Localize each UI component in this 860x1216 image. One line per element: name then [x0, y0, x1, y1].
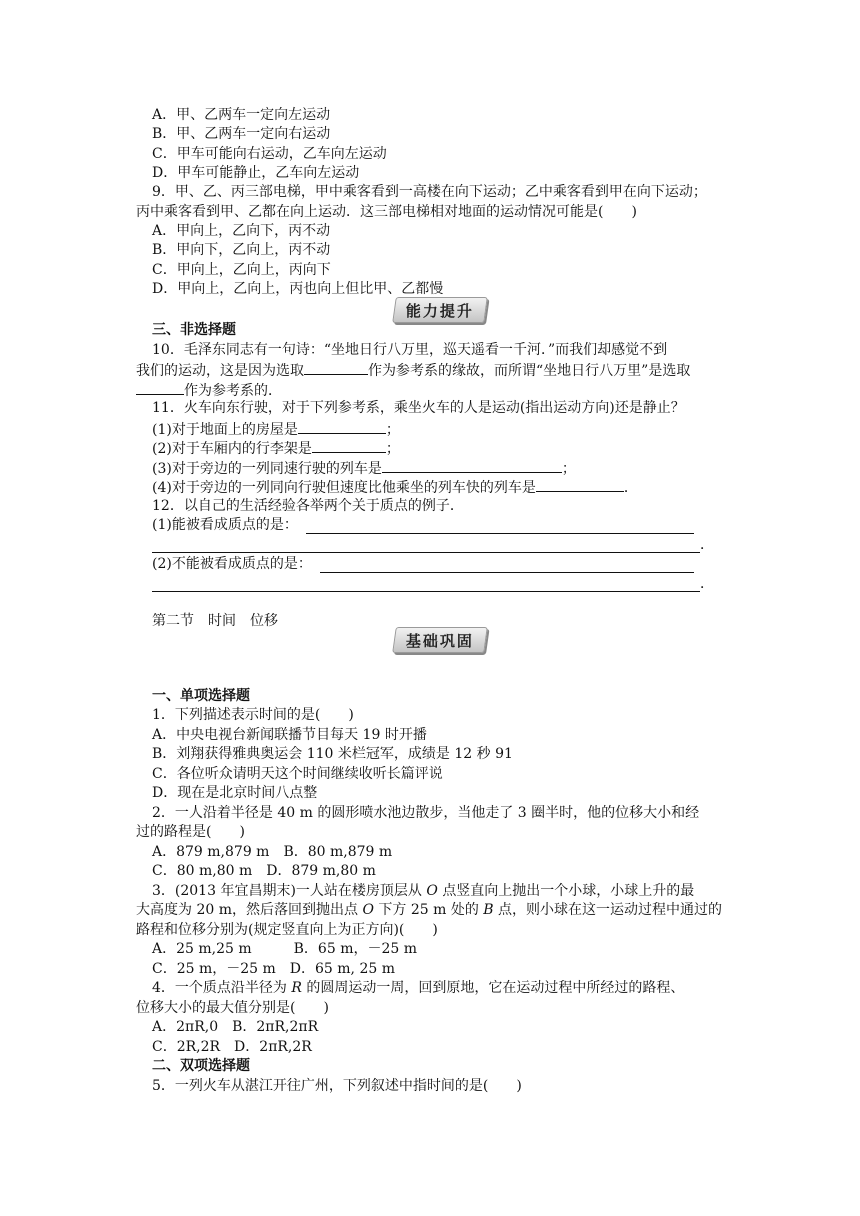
q3-text-2a: 大高度为 20 m，然后落回到抛出点 [136, 902, 358, 918]
q2-stem-line2: 过的路程是( ) [136, 824, 245, 840]
q3-stem-line2 [136, 901, 722, 920]
q11-item-3 [152, 458, 576, 479]
ability-improvement-banner [392, 297, 488, 323]
q8-option-b: B．甲、乙两车一定向右运动 [152, 126, 331, 142]
q12-stem: 12．以自己的生活经验各举两个关于质点的例子． [152, 498, 464, 514]
section-heading-double-choice: 二、双项选择题 [152, 1058, 250, 1074]
q11-punct-4: ． [623, 480, 638, 496]
q11-blank-1[interactable] [298, 419, 386, 434]
q11-item-4-text: (4)对于旁边的一列同向行驶但速度比他乘坐的列车快的列车是 [152, 480, 536, 496]
q12-answer-line-1a[interactable] [306, 533, 694, 534]
q3-text-1a: 3．(2013 年宜昌期末)一人站在楼房顶层从 [152, 883, 422, 899]
basic-consolidation-banner [392, 627, 488, 653]
q10-blank-1[interactable] [304, 360, 368, 375]
q9-option-a: A．甲向上，乙向下，丙不动 [152, 223, 331, 239]
q4-options-ab: A．2πR,0 B．2πR,2πR [152, 1019, 319, 1035]
q10-text-c: 作为参考系的． [184, 383, 282, 399]
q12-item-2 [152, 555, 312, 574]
q12-item-2-text: (2)不能被看成质点的是： [152, 556, 312, 572]
q11-blank-2[interactable] [312, 438, 386, 453]
q11-item-3-text: (3)对于旁边的一列同速行驶的列车是 [152, 461, 382, 477]
q12-item-1-period: ． [700, 537, 714, 553]
q10-text-b: 作为参考系的缘故，而所谓“坐地日行八万里”是选取 [368, 363, 691, 379]
q9-option-c: C．甲向上，乙向上，丙向下 [152, 262, 331, 278]
section-heading-single-choice: 一、单项选择题 [152, 688, 250, 704]
q1-option-a: A．中央电视台新闻联播节目每天 19 时开播 [152, 727, 427, 743]
q11-item-1 [152, 419, 400, 440]
q3-stem-line3: 路程和位移分别为(规定竖直向上为正方向)( ) [136, 922, 438, 938]
q3-var-b: B [483, 902, 494, 918]
q10-line2 [136, 360, 690, 381]
chapter-title: 第二节 时间 位移 [152, 613, 278, 629]
q8-option-a: A．甲、乙两车一定向左运动 [152, 107, 331, 123]
q11-punct-2: ； [385, 441, 400, 457]
q10-text-a: 我们的运动，这是因为选取 [136, 363, 304, 379]
q4-text-1b: 的圆周运动一周，回到原地，它在运动过程中所经过的路程、 [306, 980, 685, 996]
q9-stem-line1: 9．甲、乙、丙三部电梯，甲中乘客看到一高楼在向下运动；乙中乘客看到甲在向下运动； [152, 184, 707, 200]
q3-options-ab: A．25 m,25 m B．65 m，－25 m [152, 941, 418, 957]
q3-text-2c: 点，则小球在这一运动过程中通过的 [498, 902, 723, 918]
section-heading-non-choice: 三、非选择题 [152, 322, 236, 338]
q10-line1: 10．毛泽东同志有一句诗：“坐地日行八万里，巡天遥看一千河．”而我们却感觉不到 [152, 342, 668, 358]
q12-answer-line-1b[interactable] [152, 552, 700, 553]
q11-blank-4[interactable] [536, 477, 624, 492]
q1-stem: 1．下列描述表示时间的是( ) [152, 707, 354, 723]
q4-options-cd: C．2R,2R D．2πR,2R [152, 1039, 312, 1055]
q10-line3 [136, 380, 282, 401]
q12-item-2-period: ． [700, 576, 714, 592]
q4-text-1a: 4．一个质点沿半径为 [152, 980, 287, 996]
q11-item-4 [152, 477, 638, 498]
q4-stem-line1 [152, 979, 684, 998]
q11-punct-1: ； [385, 422, 400, 438]
q2-stem-line1: 2．一人沿着半径是 40 m 的圆形喷水池边散步，当他走了 3 圈半时，他的位移大小和经 [152, 805, 700, 821]
q11-item-1-text: (1)对于地面上的房屋是 [152, 422, 298, 438]
q5-stem: 5．一列火车从湛江开往广州，下列叙述中指时间的是( ) [152, 1078, 522, 1094]
q9-stem-line2: 丙中乘客看到甲、乙都在向上运动．这三部电梯相对地面的运动情况可能是( ) [136, 204, 637, 220]
q11-stem: 11．火车向东行驶，对于下列参考系，乘坐火车的人是运动(指出运动方向)还是静止？ [152, 400, 685, 416]
q1-option-c: C．各位听众请明天这个时间继续收听长篇评说 [152, 766, 443, 782]
q10-blank-2[interactable] [136, 380, 184, 395]
q12-item-1-text: (1)能被看成质点的是： [152, 517, 298, 533]
q9-option-b: B．甲向下，乙向上，丙不动 [152, 242, 331, 258]
q8-option-c: C．甲车可能向右运动，乙车向左运动 [152, 146, 387, 162]
q3-text-2b: 下方 25 m 处的 [378, 902, 479, 918]
q12-answer-line-2b[interactable] [152, 591, 700, 592]
q3-var-o-2: O [362, 902, 374, 918]
q3-text-1b: 点竖直向上抛出一个小球，小球上升的最 [442, 883, 695, 899]
q3-var-o: O [426, 883, 438, 899]
q9-option-d: D．甲向上，乙向上，丙也向上但比甲、乙都慢 [152, 281, 444, 297]
q3-stem-line1 [152, 882, 694, 901]
q11-blank-3[interactable] [382, 458, 562, 473]
q12-answer-line-2a[interactable] [320, 572, 694, 573]
banner-ability-label: 能力提升 [405, 301, 474, 320]
q11-item-2 [152, 438, 400, 459]
q11-punct-3: ； [561, 461, 576, 477]
q1-option-b: B．刘翔获得雅典奥运会 110 米栏冠军，成绩是 12 秒 91 [152, 746, 513, 762]
q11-item-2-text: (2)对于车厢内的行李架是 [152, 441, 312, 457]
q2-options-cd: C．80 m,80 m D．879 m,80 m [152, 863, 376, 879]
q8-option-d: D．甲车可能静止，乙车向左运动 [152, 165, 360, 181]
banner-basic-label: 基础巩固 [405, 631, 474, 650]
q2-options-ab: A．879 m,879 m B．80 m,879 m [152, 844, 393, 860]
q4-stem-line2: 位移大小的最大值分别是( ) [136, 1000, 329, 1016]
q1-option-d: D．现在是北京时间八点整 [152, 785, 318, 801]
q3-options-cd: C．25 m，－25 m D．65 m, 25 m [152, 961, 395, 977]
q4-var-r: R [291, 980, 302, 996]
q12-item-1 [152, 516, 298, 535]
